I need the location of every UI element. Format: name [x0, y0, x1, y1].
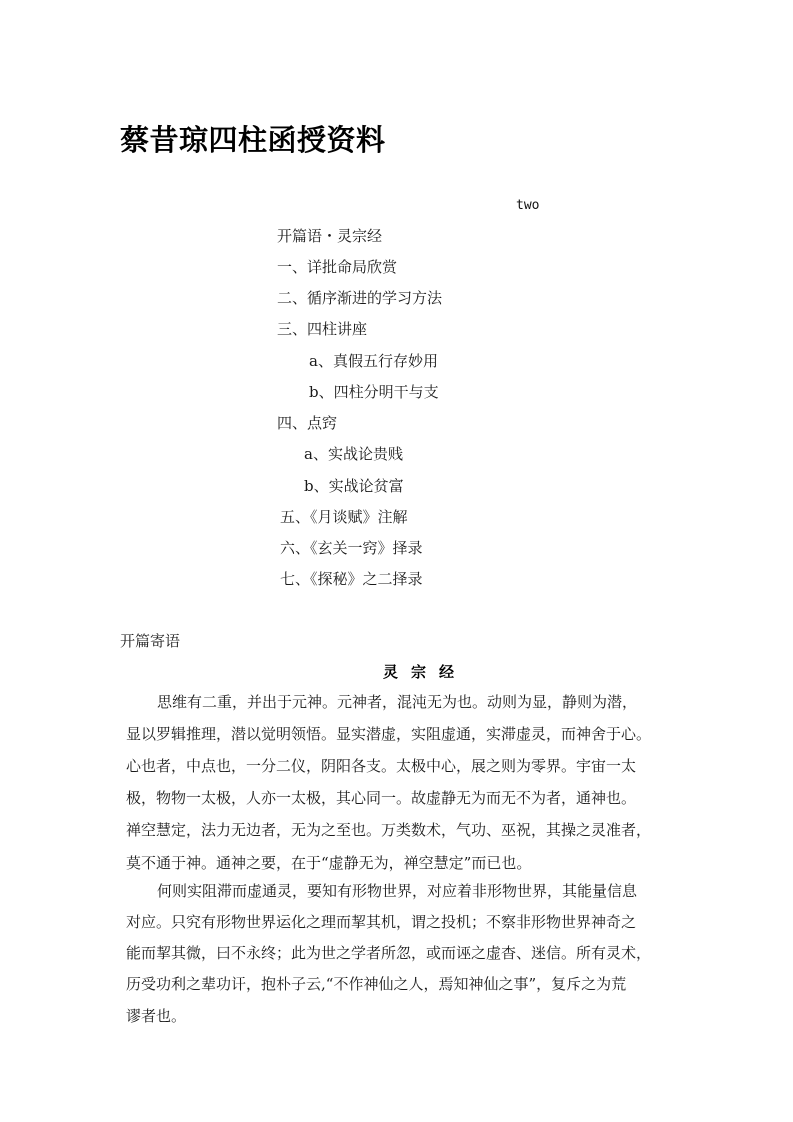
- page-title: 蔡昔琼四柱函授资料: [120, 123, 386, 157]
- paragraph-line: 莫不通于神。通神之要，在于“虚静无为，禅空慧定”而已也。: [126, 854, 532, 872]
- toc-item: 五、《月谈赋》注解: [280, 508, 408, 526]
- page-marker: two: [516, 198, 540, 213]
- toc-item: 六、《玄关一窍》择录: [280, 539, 423, 557]
- toc-item: 开篇语・灵宗经: [277, 227, 383, 245]
- paragraph-line: 心也者，中点也，一分二仪，阴阳各支。太极中心，展之则为零界。宇宙一太: [126, 757, 637, 775]
- toc-item: 二、循序渐进的学习方法: [277, 289, 443, 307]
- paragraph-line: 谬者也。: [126, 1007, 187, 1025]
- paragraph-line: 历受功利之辈功讦，抱朴子云,“不作神仙之人，焉知神仙之事”，复斥之为荒: [126, 975, 627, 993]
- paragraph-line: 思维有二重，并出于元神。元神者，混沌无为也。动则为显，静则为潜，: [157, 693, 638, 711]
- paragraph-line: 何则实阻滞而虚通灵，要知有形物世界，对应着非形物世界，其能量信息: [157, 882, 638, 900]
- paragraph-line: 对应。只究有形物世界运化之理而挈其机，谓之投机；不察非形物世界神奇之: [126, 913, 637, 931]
- toc-item: 三、四柱讲座: [277, 320, 368, 338]
- toc-subitem: a、真假五行存妙用: [309, 352, 438, 370]
- paragraph-line: 极，物物一太极，人亦一太极，其心同一。故虚静无为而无不为者，通神也。: [126, 789, 637, 807]
- toc-item: 一、详批命局欣赏: [277, 258, 398, 276]
- toc-subitem: a、实战论贵贱: [304, 445, 403, 463]
- section-label: 开篇寄语: [120, 632, 181, 650]
- paragraph-line: 显以罗辑推理，潜以觉明领悟。显实潜虚，实阻虚通，实滞虚灵，而神舍于心。: [126, 725, 652, 743]
- toc-item: 七、《探秘》之二择录: [280, 570, 423, 588]
- section-heading: 灵宗经: [383, 663, 468, 681]
- toc-item: 四、点窍: [277, 414, 338, 432]
- paragraph-line: 禅空慧定，法力无边者，无为之至也。万类数术，气功、巫祝，其操之灵准者，: [126, 821, 652, 839]
- toc-subitem: b、四柱分明干与支: [309, 383, 439, 401]
- toc-subitem: b、实战论贫富: [304, 477, 404, 495]
- paragraph-line: 能而挈其微，曰不永终；此为世之学者所忽，或而诬之虚杳、迷信。所有灵术，: [126, 944, 652, 962]
